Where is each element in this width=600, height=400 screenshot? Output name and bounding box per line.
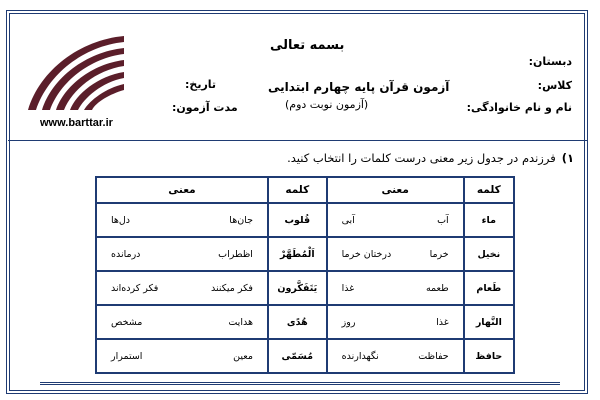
meaning-cell [96,271,268,305]
meaning-cell [96,203,268,237]
exam-round: (آزمون نوبت دوم) [285,98,369,111]
word-cell: اَلْمُطَهَّرْ [268,237,327,271]
option[interactable]: درختان خرما [341,248,392,260]
option[interactable]: طعمه [425,282,449,294]
header-divider [8,140,588,141]
option[interactable]: هدایت [228,316,253,328]
word-cell: مُسَمّی [268,339,327,373]
meaning-cell [327,271,464,305]
question-text: فرزندم در جدول زیر معنی درست کلمات را انتخاب کنید. [287,151,556,165]
option[interactable]: فکر کرده‌اند [111,282,159,294]
bismillah-heading: بسمه تعالی [270,38,345,53]
meaning-cell [327,237,464,271]
option[interactable]: درمانده [111,248,141,260]
option[interactable]: غذا [436,316,449,328]
table-row [96,271,514,305]
header-meaning-1: معنی [327,177,464,203]
exam-title: آزمون قرآن پایه چهارم ابتدایی [268,80,450,94]
meaning-cell [327,305,464,339]
option[interactable]: معین [233,350,253,362]
meaning-cell [327,203,464,237]
site-url: www.barttar.ir [40,117,113,129]
question-number: ۱) [561,151,574,165]
option[interactable]: غذا [341,282,355,294]
option[interactable]: استمرار [111,350,143,362]
option[interactable]: روز [341,316,356,328]
option[interactable]: آب [437,214,449,226]
date-label: تاریخ: [185,78,217,91]
header-word-2: کلمه [268,177,327,203]
option[interactable]: خرما [429,248,449,260]
word-cell: یَتَفَکَّرون [268,271,327,305]
bottom-divider [40,382,560,385]
header-word-1: کلمه [464,177,514,203]
question-1 [287,151,574,165]
option[interactable]: نگهدارنده [341,350,379,362]
class-label: کلاس: [537,79,572,92]
option[interactable]: جان‌ها [229,214,253,226]
header-meaning-2: معنی [96,177,268,203]
table-row [96,339,514,373]
table-row [96,237,514,271]
word-cell: هُدًی [268,305,327,339]
option[interactable]: آبی [341,214,355,226]
table-row [96,203,514,237]
word-cell: نخیل [464,237,514,271]
word-cell: ماء [464,203,514,237]
word-cell: طَعام [464,271,514,305]
duration-label: مدت آزمون: [172,101,238,114]
meaning-cell [96,237,268,271]
option[interactable]: اظطراب [218,248,253,260]
word-cell: النَّهار [464,305,514,339]
option[interactable]: حفاظت [418,350,449,362]
student-name-label: نام و نام خانوادگی: [466,101,572,114]
word-cell: قُلوب [268,203,327,237]
option[interactable]: مشخص [111,316,143,328]
meaning-cell [96,305,268,339]
school-label: دبستان: [528,55,572,68]
barttar-logo [20,30,130,114]
option[interactable]: دل‌ها [111,214,131,226]
table-header-row [96,177,514,203]
word-cell: حافظ [464,339,514,373]
option[interactable]: فکر میکنند [210,282,253,294]
vocabulary-table [95,176,515,374]
table-row [96,305,514,339]
meaning-cell [327,339,464,373]
meaning-cell [96,339,268,373]
